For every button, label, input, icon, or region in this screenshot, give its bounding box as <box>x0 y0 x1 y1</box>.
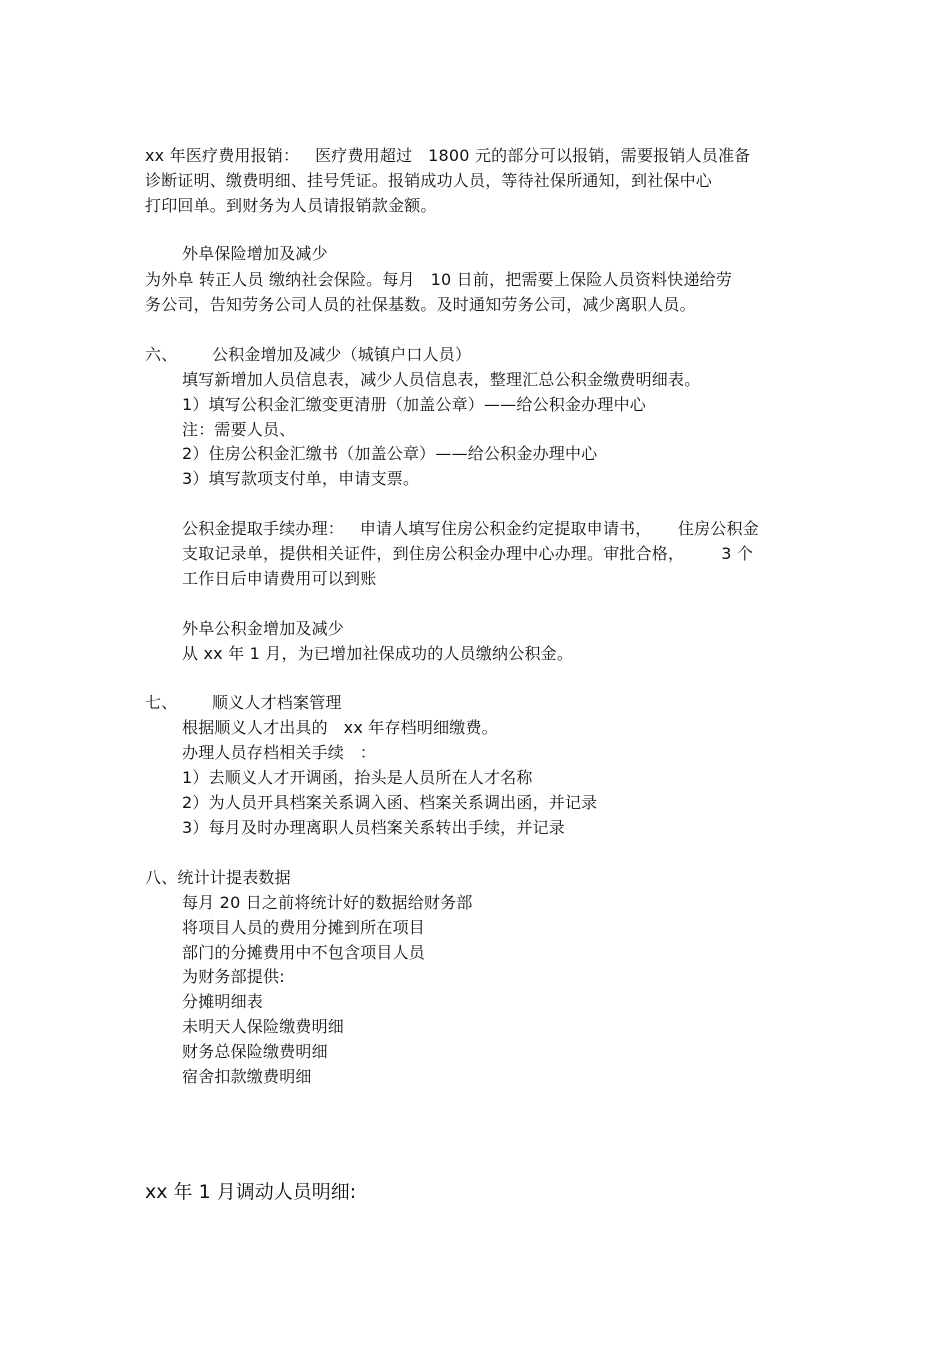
medical-line-3: 打印回单。到财务为人员请报销款金额。 <box>145 196 437 215</box>
section-6-line-3: 注：需要人员、 <box>182 420 296 439</box>
section-6-number: 六、 <box>145 345 178 364</box>
outside-insurance-heading: 外阜保险增加及减少 <box>182 244 328 263</box>
outside-fund-line: 从 xx 年 1 月，为已增加社保成功的人员缴纳公积金。 <box>182 644 574 663</box>
section-7-number: 七、 <box>145 693 178 712</box>
section-6-title: 公积金增加及减少（城镇户口人员） <box>212 345 472 364</box>
section-8-line-7: 财务总保险缴费明细 <box>182 1042 328 1061</box>
section-8-line-8: 宿舍扣款缴费明细 <box>182 1067 312 1086</box>
section-7-title: 顺义人才档案管理 <box>212 693 342 712</box>
section-8-line-4: 为财务部提供: <box>182 967 285 986</box>
withdraw-line-2: 支取记录单，提供相关证件，到住房公积金办理中心办理。审批合格， 3 个 <box>182 544 754 563</box>
transfer-details-heading: xx 年 1 月调动人员明细: <box>145 1181 357 1203</box>
section-7-line-1: 根据顺义人才出具的 xx 年存档明细缴费。 <box>182 718 498 737</box>
section-8-title: 八、统计计提表数据 <box>145 868 291 887</box>
section-6-line-5: 3）填写款项支付单，申请支票。 <box>182 469 420 488</box>
section-8-line-5: 分摊明细表 <box>182 992 264 1011</box>
section-7-line-2: 办理人员存档相关手续 ： <box>182 743 377 762</box>
section-6-line-1: 填写新增加人员信息表，减少人员信息表，整理汇总公积金缴费明细表。 <box>182 370 701 389</box>
outside-insurance-line-1: 为外阜 转正人员 缴纳社会保险。每月 10 日前，把需要上保险人员资料快递给劳 <box>145 270 733 289</box>
outside-fund-heading: 外阜公积金增加及减少 <box>182 619 345 638</box>
withdraw-line-1: 公积金提取手续办理： 申请人填写住房公积金约定提取申请书， 住房公积金 <box>182 519 759 538</box>
medical-line-1: xx 年医疗费用报销： 医疗费用超过 1800 元的部分可以报销，需要报销人员准备 <box>145 146 751 165</box>
section-6-line-2: 1）填写公积金汇缴变更清册（加盖公章）——给公积金办理中心 <box>182 395 646 414</box>
section-8-line-2: 将项目人员的费用分摊到所在项目 <box>182 918 426 937</box>
section-8-line-3: 部门的分摊费用中不包含项目人员 <box>182 943 426 962</box>
section-6-line-4: 2）住房公积金汇缴书（加盖公章）——给公积金办理中心 <box>182 444 598 463</box>
outside-insurance-line-2: 务公司，告知劳务公司人员的社保基数。及时通知劳务公司，减少离职人员。 <box>145 295 696 314</box>
section-7-line-4: 2）为人员开具档案关系调入函、档案关系调出函，并记录 <box>182 793 598 812</box>
section-8-line-1: 每月 20 日之前将统计好的数据给财务部 <box>182 893 473 912</box>
section-7-line-3: 1）去顺义人才开调函，抬头是人员所在人才名称 <box>182 768 533 787</box>
withdraw-line-3: 工作日后申请费用可以到账 <box>182 569 377 588</box>
medical-line-2: 诊断证明、缴费明细、挂号凭证。报销成功人员，等待社保所通知，到社保中心 <box>145 171 713 190</box>
section-8-line-6: 未明天人保险缴费明细 <box>182 1017 345 1036</box>
section-7-line-5: 3）每月及时办理离职人员档案关系转出手续，并记录 <box>182 818 565 837</box>
